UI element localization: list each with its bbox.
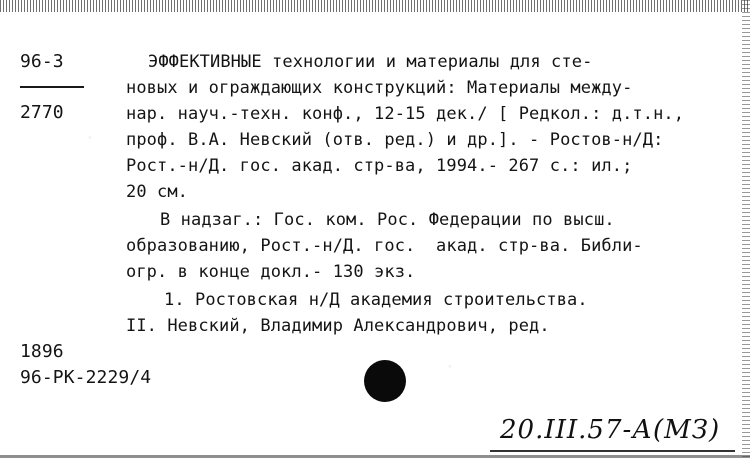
- description-line: нар. науч.-техн. конф., 12-15 дек./ [ Редкол.: д.т.н.,: [126, 104, 685, 124]
- handwritten-underline: [490, 450, 735, 452]
- description-line: новых и ограждающих конструкций: Материалы между-: [126, 78, 633, 98]
- shelfmark-rule: [20, 86, 84, 88]
- card-right-edge: [742, 0, 750, 458]
- tracing-line: 1. Ростовская н/Д академия строительства.: [164, 290, 588, 310]
- shelfmark-code-bottom: 2770: [20, 102, 64, 123]
- note-line: образованию, Рост.-н/Д. гос. акад. стр-ва. Библи-: [126, 236, 643, 256]
- tracing-line: II. Невский, Владимир Александрович, ред.: [126, 316, 550, 336]
- description-line: проф. В.А. Невский (отв. ред.) и др.]. - Ростов-н/Д:: [126, 130, 664, 150]
- note-line: В надзаг.: Гос. ком. Рос. Федерации по высш.: [160, 210, 615, 230]
- shelfmark-code-top: 96-3: [20, 51, 64, 72]
- registry-number: 96-РК-2229/4: [20, 367, 152, 388]
- handwritten-note: 20.III.57-А(МЗ): [500, 415, 721, 445]
- punch-hole: [364, 360, 406, 402]
- year-label: 1896: [20, 341, 64, 362]
- description-line: 20 см.: [126, 182, 189, 202]
- description-line: Рост.-н/Д. гос. акад. стр-ва, 1994.- 267 с.: ил.;: [126, 156, 633, 176]
- note-line: огр. в конце докл.- 130 экз.: [126, 262, 416, 282]
- card-top-edge: [0, 0, 750, 12]
- description-line: ЭФФЕКТИВНЫЕ технологии и материалы для сте-: [148, 52, 593, 72]
